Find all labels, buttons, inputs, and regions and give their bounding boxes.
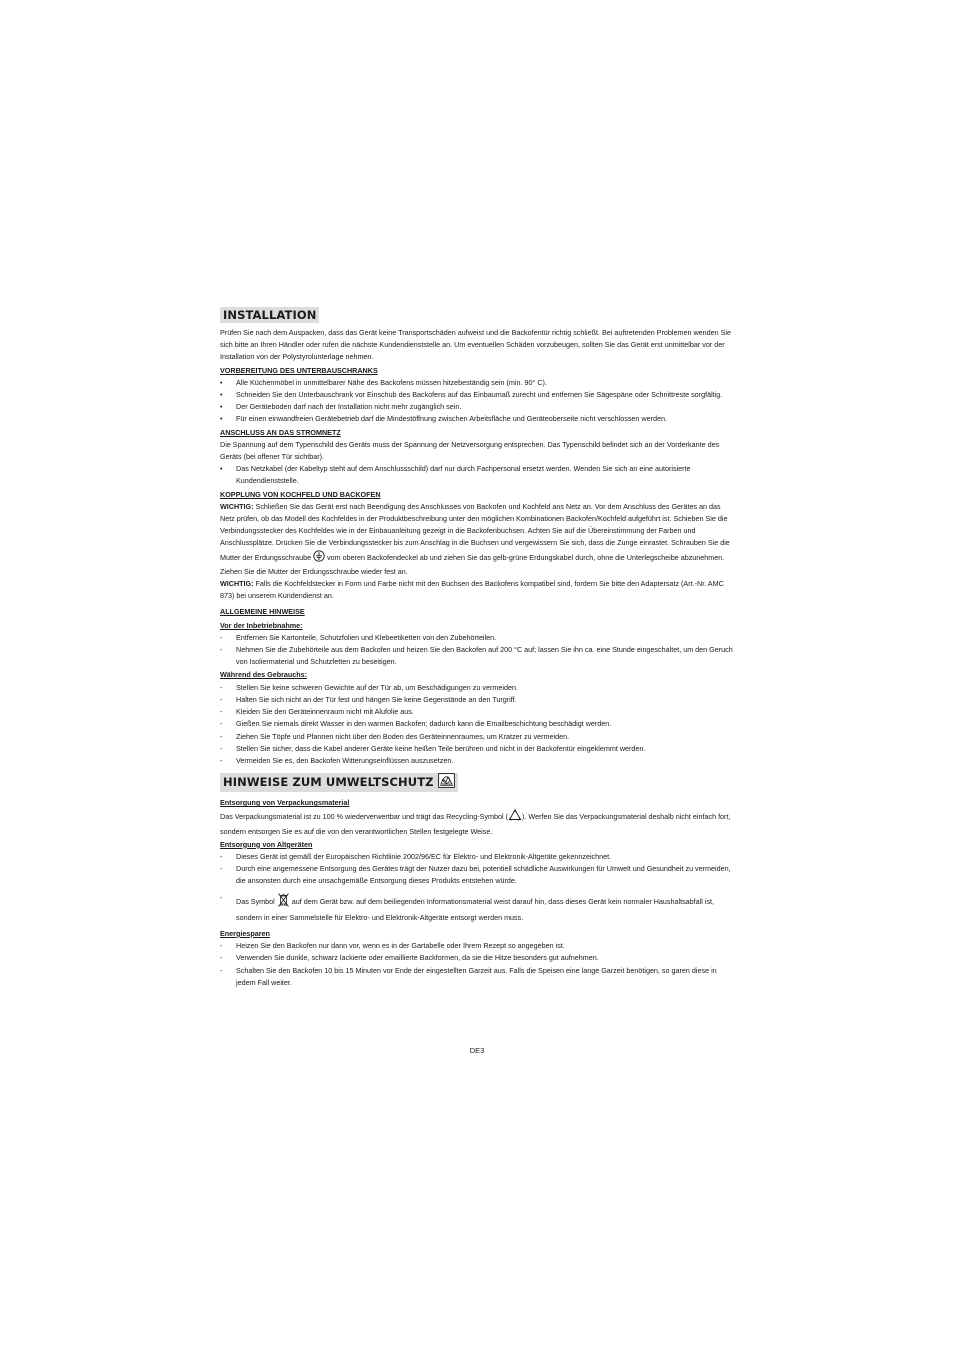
installation-intro: Prüfen Sie nach dem Auspacken, dass das Gerät keine Transportschäden aufweist und die Backofentür richtig schließt. Bei auftretenden Problemen wenden Sie sich bitte an Ihren Händler oder rufen die nächste Kundendienststelle an. Um eventuellen Schäden vorzubeugen, sollten Sie das Gerät erst unmittelbar vor der Installation von der Polystyrolunterlage nehmen.: [220, 328, 732, 362]
list-item: • Der Geräteboden darf nach der Installation nicht mehr zugänglich sein.: [220, 402, 462, 412]
list-item: - Halten Sie sich nicht an der Tür fest und hängen Sie keine Gegenstände an den Turgriff.: [220, 694, 517, 704]
coupling-text-2: WICHTIG: Falls die Kochfeldstecker in Form und Farbe nicht mit den Buchsen des Backofens kompatibel sind, fordern Sie bitte den Adaptersatz (Art.-Nr. AMC 873) bei unserem Kundendienst an.: [220, 579, 724, 601]
general-heading: ALLGEMEINE HINWEISE: [220, 607, 305, 617]
environment-icon: [438, 773, 455, 792]
list-item: • Alle Küchenmöbel in unmittelbarer Nähe des Backofens müssen hitzebeständig sein (min. 90° C).: [220, 377, 547, 387]
recycling-icon: [508, 809, 522, 825]
packaging-text: Das Verpackungsmaterial ist zu 100 % wiederverwertbar und trägt das Recycling-Symbol ( ). Werfen Sie das Verpackungsmaterial deshalb nicht einfach fort, sondern entsorgen Sie es auf die von den verantwortlichen Stellen festgelegte Weise.: [220, 809, 736, 837]
power-text: Die Spannung auf dem Typenschild des Geräts muss der Spannung der Netzversorgung entsprechen. Das Typenschild befindet sich an der Vorderkante des Geräts (bei offener Tür sichtbar).: [220, 439, 720, 462]
energy-heading: Energiesparen: [220, 928, 270, 938]
list-item: - Dieses Gerät ist gemäß der Europäischen Richtlinie 2002/96/EC für Elektro- und Elektronik-Altgeräte gekennzeichnet.: [220, 851, 612, 861]
coupling-heading: KOPPLUNG VON KOCHFELD UND BACKOFEN: [220, 489, 381, 499]
list-item: • Das Netzkabel (der Kabeltyp steht auf dem Anschlussschild) darf nur durch Fachpersonal ersetzt werden. Wenden Sie sich an eine autorisierte Kundendienststelle.: [220, 464, 691, 486]
energy-list: [220, 940, 736, 989]
list-item: - Kleiden Sie den Geräteinnenraum nicht mit Alufolie aus.: [220, 707, 414, 717]
power-heading: ANSCHLUSS AN DAS STROMNETZ: [220, 427, 341, 437]
list-item: • Schneiden Sie den Unterbauschrank vor Einschub des Backofens auf das Einbaumaß zurecht und entfernen Sie Sägespäne oder Schnittreste sorgfältig.: [220, 390, 723, 400]
during-heading: Während des Gebrauchs:: [220, 670, 308, 680]
prep-heading: VORBEREITUNG DES UNTERBAUSCHRANKS: [220, 365, 378, 375]
list-item: - Entfernen Sie Kartonteile, Schutzfolien und Klebeetiketten von den Zubehörteilen.: [220, 632, 497, 642]
installation-title: INSTALLATION: [220, 307, 319, 323]
coupling-text-1: WICHTIG: Schließen Sie das Gerät erst nach Beendigung des Anschlusses von Backofen und Kochfeld ans Netz an. Vor dem Anschluss des Gerätes an das Netz prüfen, ob das Modell des Kochfeldes in der Produktbeschreibung unter den möglichen Kombinationen Backofen/Kochfeld aufgeführt ist. Schieben Sie die Verbindungsstecker des Kochfeldes wie in der Einbauanleitung gezeigt in die Backofenbuchsen. Achten Sie auf die Übereinstimmung der Farben und Anschlussplätze. Drücken Sie die Verbindungsstecker bis zum Anschlag in die Buchsen und vergewissern Sie sich, dass die Zunge einrastet. Schrauben Sie die Mutter der Erdungsschraube vom oberen Backofendeckel ab und ziehen Sie das gelb-grüne Erdungskabel durch, ohne die Unterlegscheibe abzunehmen. Ziehen Sie die Mutter der Erdungsschraube wieder fest an.: [220, 501, 730, 576]
list-item: - Das Symbol auf dem Gerät bzw. auf dem beiliegenden Informationsmaterial weist darauf hin, dass dieses Gerät kein normaler Haushaltsabfall ist, sondern in einer Sammelstelle für Elektro- und Elektronik-Altgeräte entsorgt werden muss.: [220, 892, 715, 922]
prep-list: [220, 377, 736, 426]
old-list: [220, 851, 736, 924]
document-page: [220, 307, 736, 989]
old-heading: Entsorgung von Altgeräten: [220, 839, 313, 849]
before-heading: Vor der Inbetriebnahme:: [220, 620, 303, 630]
earth-screw-icon: [313, 550, 325, 566]
list-item: - Ziehen Sie Töpfe und Pfannen nicht über den Boden des Geräteinnenraumes, um Kratzer zu vermeiden.: [220, 731, 570, 741]
before-list: [220, 632, 736, 669]
list-item: - Vermeiden Sie es, den Backofen Witterungseinflüssen auszusetzen.: [220, 755, 454, 765]
list-item: - Schalten Sie den Backofen 10 bis 15 Minuten vor Ende der eingestellten Garzeit aus. Falls die Speisen eine lange Garzeit benötigen, so garen diese in jedem Fall weiter.: [220, 965, 717, 987]
environment-title: HINWEISE ZUM UMWELTSCHUTZ: [220, 773, 458, 792]
list-item: - Stellen Sie keine schweren Gewichte auf der Tür ab, um Beschädigungen zu vermeiden.: [220, 682, 518, 692]
list-item: - Durch eine angemessene Entsorgung des Gerätes trägt der Nutzer dazu bei, potentiell schädliche Auswirkungen für Umwelt und Gesundheit zu vermeiden, die ansonsten durch eine unsachgemäße Entsorgung dieses Produkts entstehen würde.: [220, 864, 731, 886]
list-item: • Für einen einwandfreien Gerätebetrieb darf die Mindestöffnung zwischen Arbeitsfläche und Geräteoberseite nicht verschlossen werden.: [220, 414, 667, 424]
list-item: - Gießen Sie niemals direkt Wasser in den warmen Backofen; dadurch kann die Emailbeschichtung beschädigt werden.: [220, 719, 612, 729]
page-number: DE3: [469, 1046, 485, 1055]
list-item: - Heizen Sie den Backofen nur dann vor, wenn es in der Gartabelle oder Ihrem Rezept so angegeben ist.: [220, 941, 565, 951]
list-item: - Verwenden Sie dunkle, schwarz lackierte oder emaillierte Backformen, da sie die Hitze besonders gut aufnehmen.: [220, 953, 599, 963]
packaging-heading: Entsorgung von Verpackungsmaterial: [220, 798, 350, 808]
list-item: - Nehmen Sie die Zubehörteile aus dem Backofen und heizen Sie den Backofen auf 200 °C auf; lassen Sie ihn ca. eine Stunde eingeschaltet, um den Geruch von Isoliermaterial und Schutzfetten zu beseitigen.: [220, 645, 733, 667]
list-item: - Stellen Sie sicher, dass die Kabel anderer Geräte keine heißen Teile berühren und nicht in der Backofentür eingeklemmt werden.: [220, 743, 646, 753]
during-list: [220, 682, 736, 767]
power-list: [220, 463, 736, 487]
crossed-bin-icon: [277, 892, 290, 912]
